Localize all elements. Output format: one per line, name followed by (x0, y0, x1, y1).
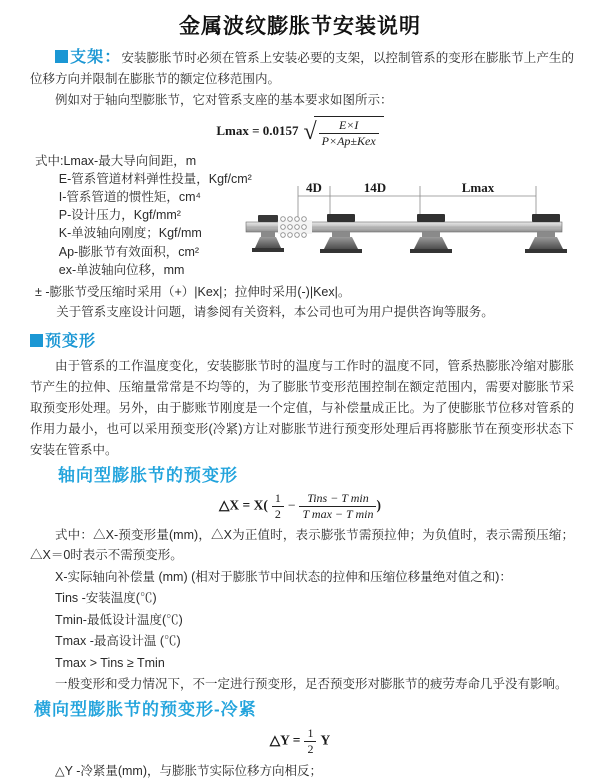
section-heading-predeform (30, 332, 600, 352)
axial-note: Tmax > Tins ≥ Tmin (55, 655, 165, 670)
pipe-support (525, 214, 567, 253)
pipe-support-diagram (246, 178, 596, 275)
dimension-label-4d: 4D (306, 179, 322, 195)
axial-formula-numerator: Tins − T min (299, 491, 376, 507)
axial-note: Tmax -最高设计温 (℃) (55, 634, 181, 649)
predeform-heading-text: 预变形 (45, 332, 97, 350)
axial-formula-half-den: 2 (274, 506, 281, 521)
lateral-subheading: 横向型膨胀节的预变形-冷紧 (34, 699, 257, 719)
section-bullet-icon (30, 334, 43, 347)
lmax-formula-numerator: E×I (319, 118, 379, 134)
pipe-support (320, 214, 362, 253)
definition-item: P-设计压力，Kgf/mm² (58, 208, 181, 223)
axial-formula-close: ) (376, 497, 381, 513)
lateral-formula-lhs: △Y = (269, 732, 301, 748)
lateral-formula-half-den: 2 (307, 741, 314, 756)
definition-item: ex-单波轴向位移，mm (58, 262, 185, 277)
support-intro-paragraph (30, 48, 574, 89)
lateral-formula-rhs: Y (320, 732, 331, 748)
axial-note: 式中：△X-预变形量(mm)，△X为正值时，表示膨张节需预拉伸；为负值时，表示需预压缩；△X＝0时表示不需预变形。 (30, 527, 574, 563)
definition-item: Ap-膨胀节有效面积，cm² (58, 244, 200, 259)
axial-formula-half-num: 1 (272, 491, 284, 507)
lmax-formula-lhs: Lmax = 0.0157 (216, 122, 299, 138)
section-heading-support: 支架： (70, 49, 122, 66)
bellows-icon (278, 216, 312, 237)
pipe-support (410, 214, 452, 253)
axial-subheading: 轴向型膨胀节的预变形 (58, 465, 238, 485)
support-example-line: 例如对于轴向型膨胀节，它对管系支座的基本要求如图所示： (55, 93, 393, 107)
definition-item: K-单波轴向刚度；Kgf/mm (58, 226, 202, 241)
lateral-formula (0, 726, 600, 757)
definitions-and-diagram (35, 152, 600, 279)
axial-formula-lhs: △X = X( (219, 497, 268, 513)
axial-formula (0, 491, 600, 522)
predeform-paragraph: 由于管系的工作温度变化，安装膨胀节时的温度与工作时的温度不同，管系热膨胀冷缩对膨胀节产生的拉伸、压缩量常常是不均等的，为了膨胀节变形范围控制在额定范围内，需要对膨胀节采取预变形处理。另外，由于膨账节刚度是一个定值，与补偿量成正比。为了使膨胀节位移对管系的作用力最小，也可以采用预变形(冷紧)方让对膨胀节进行预变形处理后再将膨胀节在预变形状态下安装在管系中。 (30, 358, 574, 457)
page-title: 金属波纹膨胀节安装说明 (179, 15, 421, 38)
axial-note: Tmin-最低设计温度(℃) (55, 612, 183, 627)
axial-note: X-实际轴向补偿量 (mm) (相对于膨胀节中间状态的拉伸和压缩位移量绝对值之和)： (55, 569, 512, 584)
lateral-formula-half-num: 1 (304, 726, 316, 742)
sqrt-symbol: √ (303, 118, 317, 145)
lmax-formula-radicand (314, 116, 384, 149)
lmax-formula (0, 116, 600, 149)
definition-item: 式中:Lmax-最大导向间距，m (35, 153, 197, 168)
axial-formula-denominator: T max − T min (302, 506, 374, 521)
dimension-label-lmax: Lmax (461, 179, 495, 195)
document-page (0, 13, 600, 778)
lmax-formula-denominator: P×Ap±Kex (321, 133, 376, 148)
axial-note: 一般变形和受力情况下，不一定进行预变形，足否预变形对膨胀节的疲劳寿命几乎没有影响。 (55, 677, 568, 692)
consult-note: 关于管系支座设计问题，请参阅有关资料，本公司也可为用户提供咨询等服务。 (56, 305, 494, 320)
definition-item: I-管系管道的惯性矩，cm⁴ (58, 189, 201, 204)
lateral-note: △Y -冷紧量(mm)，与膨胀节实际位移方向相反； (55, 763, 323, 778)
definition-item: E-管系管道材料弹性投量，Kgf/cm² (58, 171, 252, 186)
axial-note: Tins -安装温度(℃) (55, 591, 157, 606)
support-intro-text: 安装膨胀节时必须在管系上安装必要的支架，以控制管系的变形在膨胀节上产生的位移方向并限制在膨胀节的额定位移范围内。 (30, 51, 574, 86)
section-bullet-icon (55, 50, 68, 63)
dimension-label-14d: 14D (363, 179, 387, 195)
axial-formula-minus: − (287, 497, 296, 513)
plusminus-note: ± -膨胀节受压缩时采用（+）|Kex|；拉伸时采用(-)|Kex|。 (35, 284, 351, 299)
